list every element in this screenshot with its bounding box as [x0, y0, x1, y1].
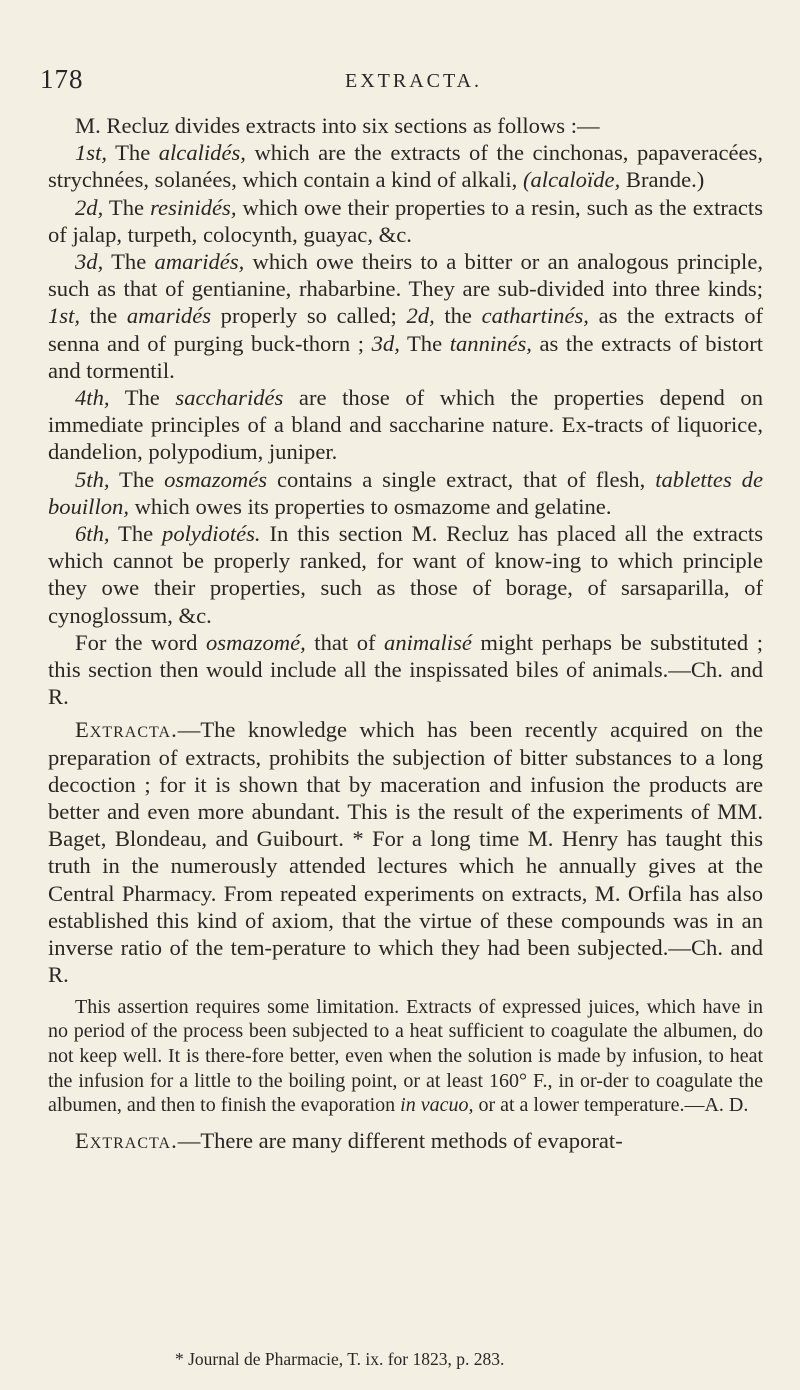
page-header: [0, 60, 800, 100]
section-5-paragraph: 5th, The osmazomés contains a single extract, that of flesh, tablettes de bouillon, which owes its properties to osmazome and gelatine.: [48, 466, 764, 519]
section-term: osmazomés: [164, 466, 268, 492]
section-6-paragraph: 6th, The polydiotés. In this section M. Recluz has placed all the extracts which cannot be properly ranked, for want of know-ing to which principle they owe their properties, such as those of borage, of sarsaparilla, of cynoglossum, &c.: [48, 521, 763, 628]
page-number: 178: [40, 64, 84, 94]
footnote: * Journal de Pharmacie, T. ix. for 1823, p. 283.: [175, 1349, 505, 1369]
subsection-number: 2d,: [406, 303, 435, 329]
section-number: 1st,: [75, 140, 108, 166]
extracta-paragraph-1: Extracta.—The knowledge which has been recently acquired on the preparation of extracts, prohibits the subjection of bitter substances to a long decoction ; for it is shown that by maceration and infusion the products are better and even more abundant. This is the result of the experiments of MM. Baget, Blondeau, and Guibourt. * For a long time M. Henry has taught this truth in the numerously attended lectures which he annually gives at the Central Pharmacy. From repeated experiments on extracts, M. Orfila has also established this kind of axiom, that the virtue of these compounds was in an inverse ratio of the tem-perature to which they had been subjected.—Ch. and R.: [48, 717, 763, 988]
extracta-paragraph-2: Extracta.—There are many different methods of evaporat-: [75, 1128, 623, 1154]
extracta-heading: Extracta.: [75, 1128, 178, 1154]
animalise-term: animalisé: [384, 629, 472, 655]
section-number: 4th,: [75, 385, 110, 411]
osmazome-term: osmazomé,: [205, 629, 306, 655]
alcaloide-term: alcaloïde,: [530, 167, 621, 193]
section-number: 5th,: [75, 466, 110, 492]
page-body: [48, 112, 763, 1154]
subsection-term: amaridés: [126, 303, 212, 329]
section-1-paragraph: 1st, The alcalidés, which are the extracts of the cinchonas, papaveracées, strychnées, solanées, which contain a kind of alkali, (alcaloïde, Brande.): [48, 140, 763, 193]
section-number: 3d,: [75, 249, 104, 275]
section-term: resinidés,: [150, 194, 237, 220]
subsection-number: 3d,: [371, 330, 400, 356]
osmazome-note-paragraph: For the word osmazomé, that of animalisé might perhaps be substituted ; this section then would include all the inspissated biles of animals.—Ch. and R.: [48, 629, 763, 710]
section-2-paragraph: 2d, The resinidés, which owe their properties to a resin, such as the extracts of jalap, turpeth, colocynth, guayac, &c.: [48, 194, 764, 247]
section-term: polydiotés.: [162, 521, 261, 547]
subsection-number: 1st,: [48, 303, 81, 329]
section-term: amaridés,: [154, 249, 245, 275]
in-vacuo-term: in vacuo,: [400, 1094, 474, 1117]
section-4-paragraph: 4th, The saccharidés are those of which the properties depend on immediate principles of a bland and saccharine nature. Ex-tracts of liquorice, dandelion, polypodium, juniper.: [48, 385, 764, 465]
running-title: EXTRACTA.: [345, 70, 483, 92]
subsection-term: tanninés,: [449, 330, 532, 356]
assertion-paragraph: This assertion requires some limitation. Extracts of expressed juices, which have in no period of the process been subjected to a heat sufficient to coagulate the albumen, do not keep well. It is there-fore better, even when the solution is made by infusion, to heat the infusion for a little to the boiling point, or at least 160° F., in or-der to coagulate the albumen, and then to finish the evaporation in vacuo, or at a lower temperature.—A. D.: [48, 995, 763, 1117]
intro-paragraph: M. Recluz divides extracts into six sections as follows :—: [75, 113, 600, 138]
section-number: 2d,: [75, 194, 104, 220]
extracta-heading: Extracta.: [75, 717, 178, 743]
tablettes-term: tablettes de bouillon,: [48, 466, 764, 519]
section-term: saccharidés: [175, 385, 284, 411]
section-3-paragraph: 3d, The amaridés, which owe theirs to a bitter or an analogous principle, such as that of gentianine, rhabarbine. They are sub-divided into three kinds; 1st, the amaridés properly so called; 2d, the cathartinés, as the extracts of senna and of purging buck-thorn ; 3d, The tanninés, as the extracts of bistort and tormentil.: [48, 249, 764, 383]
section-term: alcalidés,: [158, 140, 246, 166]
subsection-term: cathartinés,: [481, 303, 589, 329]
section-number: 6th,: [75, 521, 110, 547]
